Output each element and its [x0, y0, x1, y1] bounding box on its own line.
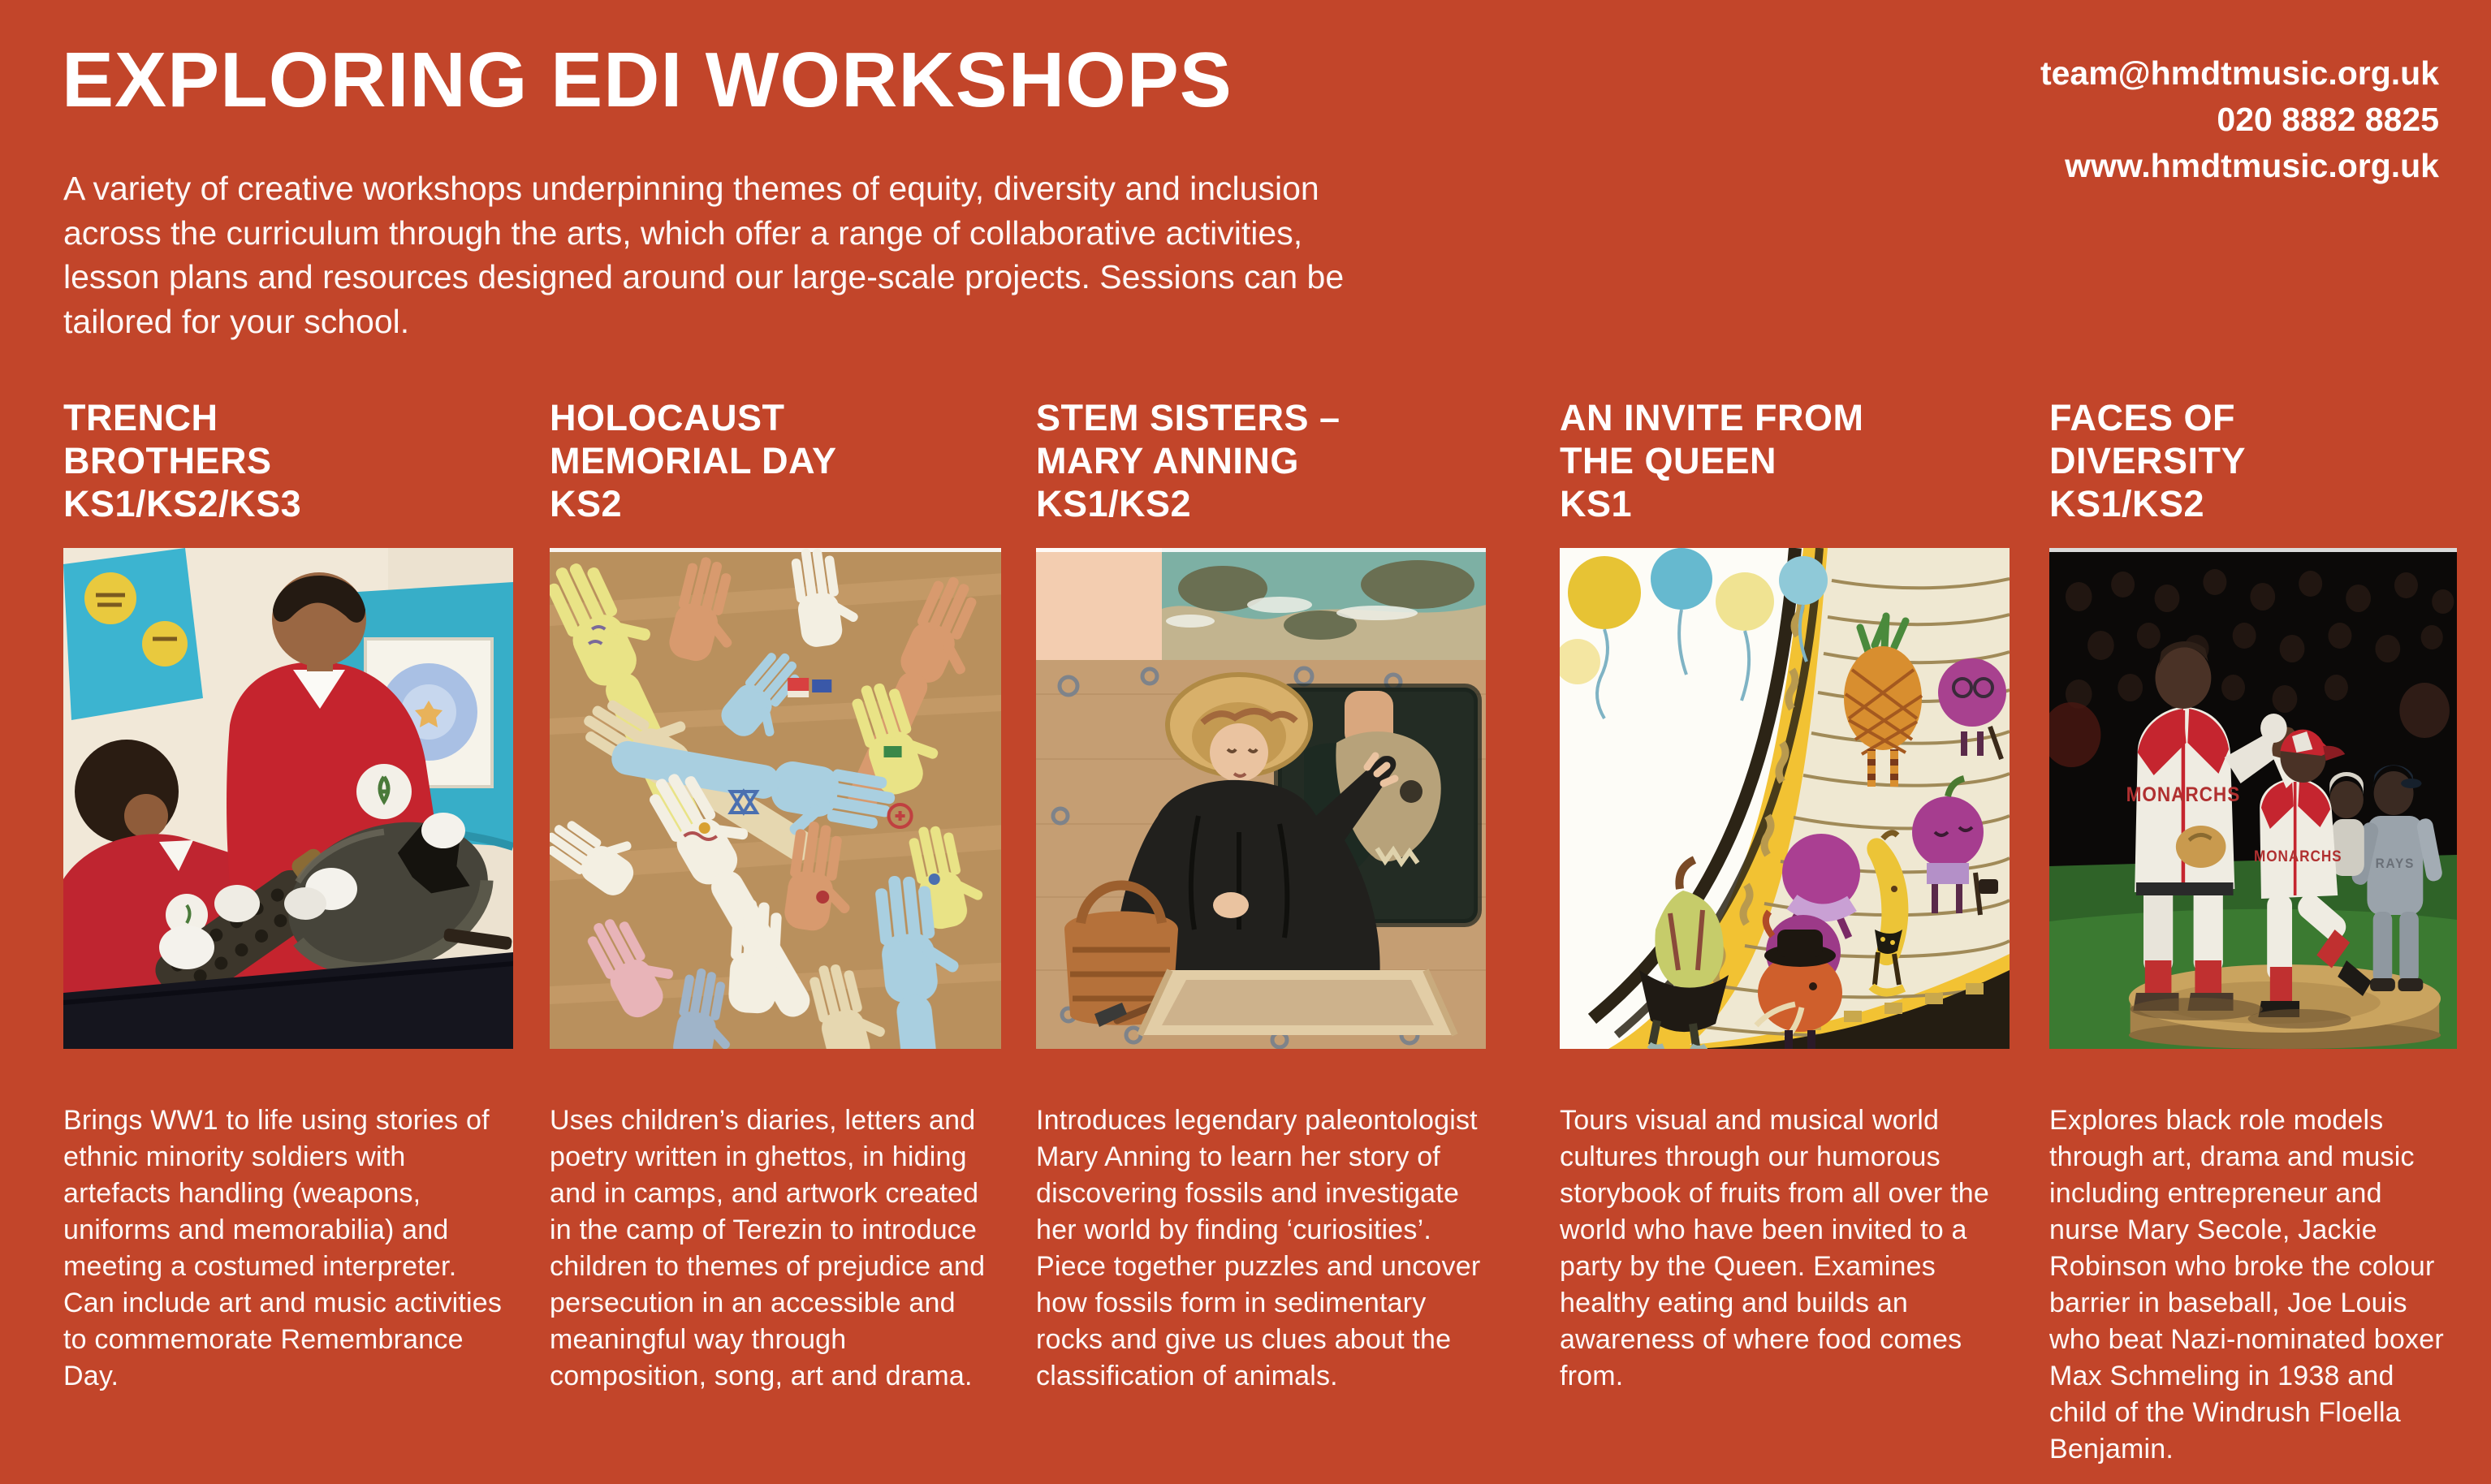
workshop-description: Explores black role models through art, drama and music including entrepreneur and nurse Mary Secole, Jackie Robinson who broke the colour barrier in baseball, Joe Louis who beat Nazi-nominated boxer Max Schmeling in 1938 and child of the Windrush Floella Benjamin. — [2049, 1105, 2444, 1465]
workshop-title-line: AN INVITE FROM — [1560, 397, 1864, 438]
hand-collage-image — [550, 548, 1001, 1049]
workshop-description: Tours visual and musical world cultures through our humorous storybook of fruits from all over the world who have been invited to a party by the Queen. Examines healthy eating and builds an awareness of where food comes from. — [1560, 1105, 1989, 1391]
workshop-photo-mary-anning — [1036, 548, 1486, 1049]
workshop-title-line: FACES OF — [2049, 397, 2236, 438]
trench-brothers-image — [63, 548, 513, 1049]
workshop-card-trench-brothers — [63, 396, 513, 1484]
workshop-card-stem-sisters — [1036, 396, 1486, 1484]
workshop-title — [2049, 396, 2457, 525]
workshop-description: Introduces legendary paleontologist Mary Anning to learn her story of discovering fossils and investigate her world by finding ‘curiosities’. Piece together puzzles and uncover how fossils form in sedimentary rocks and give us clues about the classification of animals. — [1036, 1105, 1481, 1391]
workshop-photo-trench-brothers — [63, 548, 513, 1049]
contact-website: www.hmdtmusic.org.uk — [2065, 147, 2439, 184]
fruit-staircase-image — [1560, 548, 2010, 1049]
workshop-title-line: KS2 — [550, 483, 623, 524]
workshop-card-faces-of-diversity — [2049, 396, 2457, 1484]
workshop-title-line: KS1/KS2 — [2049, 483, 2205, 524]
contact-block — [2040, 50, 2439, 189]
workshop-description: Brings WW1 to life using stories of ethnic minority soldiers with artefacts handling (weapons, uniforms and memorabilia) and meeting a costumed interpreter. Can include art and music activities to commemorate Remembrance Day. — [63, 1105, 503, 1391]
page-title: EXPLORING EDI WORKSHOPS — [62, 37, 1233, 123]
workshop-photo-baseball-scene — [2049, 548, 2457, 1049]
intro-line: A variety of creative workshops underpinning themes of equity, diversity and inclusion — [63, 170, 1319, 207]
contact-email: team@hmdtmusic.org.uk — [2040, 54, 2439, 92]
baseball-scene-image — [2049, 548, 2457, 1049]
workshop-card-holocaust-memorial-day — [550, 396, 1001, 1484]
workshop-title — [1036, 396, 1486, 525]
workshop-title-line: DIVERSITY — [2049, 440, 2247, 481]
workshop-illustration-fruit-staircase — [1560, 548, 2010, 1049]
workshop-title-line: BROTHERS — [63, 440, 272, 481]
workshop-title — [63, 396, 513, 525]
jersey-text-adult: MONARCHS — [2126, 783, 2241, 807]
jersey-text-grey: RAYS — [2375, 856, 2415, 872]
workshop-title-line: MARY ANNING — [1036, 440, 1299, 481]
intro-line: across the curriculum through the arts, which offer a range of collaborative activities, — [63, 214, 1303, 252]
mary-anning-image — [1036, 548, 1486, 1049]
workshop-title-line: KS1 — [1560, 483, 1633, 524]
workshop-description: Uses children’s diaries, letters and poetry written in ghettos, in hiding and in camps, and artwork created in the camp of Terezin to introduce children to themes of prejudice and persecution in an accessible and meaningful way through composition, song, art and drama. — [550, 1105, 986, 1391]
workshop-card-invite-from-the-queen — [1560, 396, 2010, 1484]
intro-line: tailored for your school. — [63, 302, 410, 340]
workshop-title-line: HOLOCAUST — [550, 397, 785, 438]
workshop-title-line: STEM SISTERS – — [1036, 397, 1340, 438]
workshop-title-line: THE QUEEN — [1560, 440, 1777, 481]
workshop-title-line: MEMORIAL DAY — [550, 440, 837, 481]
contact-phone: 020 8882 8825 — [2217, 101, 2439, 138]
intro-line: lesson plans and resources designed around our large-scale projects. Sessions can be — [63, 258, 1345, 296]
workshop-title — [1560, 396, 2010, 525]
workshop-title-line: KS1/KS2 — [1036, 483, 1192, 524]
workshop-title — [550, 396, 1001, 525]
workshop-photo-hand-collage — [550, 548, 1001, 1049]
workshop-title-line: KS1/KS2/KS3 — [63, 483, 302, 524]
intro-paragraph — [63, 166, 1344, 343]
jersey-text-boy: MONARCHS — [2253, 848, 2342, 865]
workshop-title-line: TRENCH — [63, 397, 218, 438]
